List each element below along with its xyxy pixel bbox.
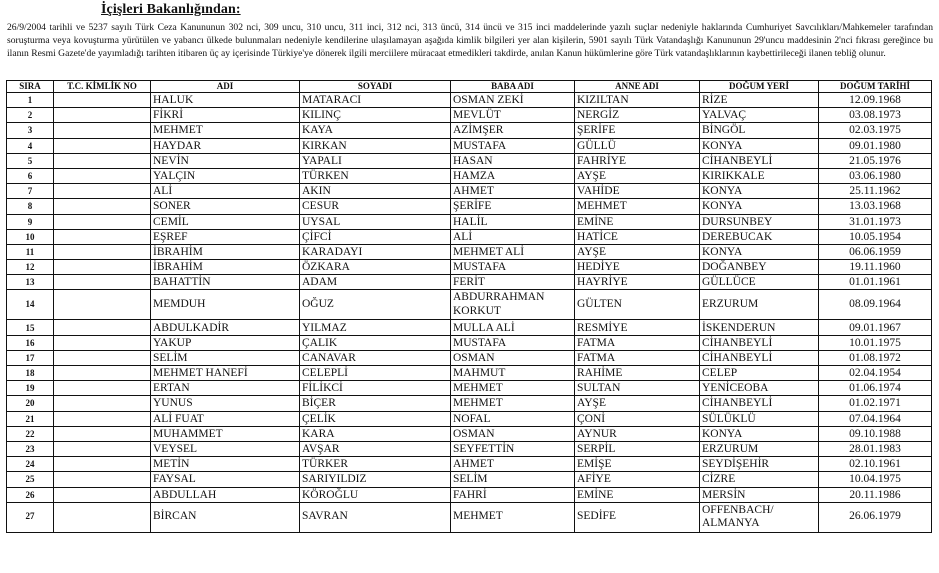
cell-anne-adi: AYNUR bbox=[575, 426, 700, 441]
cell-dogum-tarihi: 01.06.1974 bbox=[819, 381, 932, 396]
cell-dogum-tarihi: 19.11.1960 bbox=[819, 260, 932, 275]
table-row bbox=[7, 457, 932, 472]
cell-adi: HALUK bbox=[151, 93, 300, 108]
cell-anne-adi: SERPİL bbox=[575, 441, 700, 456]
cell-dogum-tarihi: 01.02.1971 bbox=[819, 396, 932, 411]
table-row bbox=[7, 350, 932, 365]
table-row bbox=[7, 244, 932, 259]
cell-sira: 25 bbox=[7, 472, 54, 487]
table-row bbox=[7, 138, 932, 153]
cell-sira: 7 bbox=[7, 184, 54, 199]
cell-anne-adi: GÜLTEN bbox=[575, 290, 700, 320]
cell-adi: YAKUP bbox=[151, 335, 300, 350]
cell-tc-kimlik-no bbox=[54, 441, 151, 456]
table-row bbox=[7, 93, 932, 108]
cell-soyadi: MATARACI bbox=[300, 93, 451, 108]
cell-anne-adi: RESMİYE bbox=[575, 320, 700, 335]
cell-tc-kimlik-no bbox=[54, 168, 151, 183]
cell-dogum-yeri: CİHANBEYLİ bbox=[700, 153, 819, 168]
cell-baba-adi: OSMAN bbox=[451, 426, 575, 441]
cell-adi: YUNUS bbox=[151, 396, 300, 411]
cell-tc-kimlik-no bbox=[54, 457, 151, 472]
cell-sira: 15 bbox=[7, 320, 54, 335]
cell-tc-kimlik-no bbox=[54, 426, 151, 441]
table-row bbox=[7, 214, 932, 229]
announcement-paragraph: 26/9/2004 tarihli ve 5237 sayılı Türk Ceza Kanununun 302 nci, 309 uncu, 310 uncu, 311 inci, 312 nci, 313 üncü, 314 üncü ve 315 inci maddelerinde yazılı suçlar nedeniyle haklarında Cumhuriyet Savcılıkları/Mahkemeler tarafından soruşturma veya kovuşturma yürütülen ve yabancı ülkede bulunmaları nedeniyle kendilerine ulaşılamayan aşağıda kimlik bilgileri yer alan kişilerin, 5901 sayılı Türk Vatandaşlığı Kanununun 29'uncu maddesinin 2'nci fıkrası gereğince bu ilanın Resmi Gazete'de yayımladığı tarihten itibaren üç ay içerisinde Türkiye'ye dönerek ilgili merciilere müracaat etmedikleri takdirde, anılan Kanun hükümlerine göre Türk vatandaşlıklarının kaybettirileceği ilanen tebliğ olunur. bbox=[7, 22, 933, 60]
cell-soyadi: KÖROĞLU bbox=[300, 487, 451, 502]
document-heading: İçişleri Bakanlığından: bbox=[101, 2, 241, 17]
cell-adi: VEYSEL bbox=[151, 441, 300, 456]
table-row bbox=[7, 426, 932, 441]
cell-dogum-yeri: ERZURUM bbox=[700, 290, 819, 320]
cell-sira: 5 bbox=[7, 153, 54, 168]
cell-baba-adi: HALİL bbox=[451, 214, 575, 229]
cell-dogum-yeri: KONYA bbox=[700, 426, 819, 441]
cell-anne-adi: MEHMET bbox=[575, 199, 700, 214]
cell-tc-kimlik-no bbox=[54, 260, 151, 275]
cell-dogum-tarihi: 02.03.1975 bbox=[819, 123, 932, 138]
cell-baba-adi: SEYFETTİN bbox=[451, 441, 575, 456]
cell-baba-adi: AHMET bbox=[451, 457, 575, 472]
cell-soyadi: SARIYILDIZ bbox=[300, 472, 451, 487]
cell-soyadi: ÇALIK bbox=[300, 335, 451, 350]
cell-baba-adi: MULLA ALİ bbox=[451, 320, 575, 335]
cell-anne-adi: FAHRİYE bbox=[575, 153, 700, 168]
cell-baba-adi: ALİ bbox=[451, 229, 575, 244]
cell-dogum-tarihi: 03.06.1980 bbox=[819, 168, 932, 183]
cell-dogum-tarihi: 25.11.1962 bbox=[819, 184, 932, 199]
cell-anne-adi: EMİŞE bbox=[575, 457, 700, 472]
cell-dogum-yeri: KONYA bbox=[700, 244, 819, 259]
cell-tc-kimlik-no bbox=[54, 275, 151, 290]
cell-adi: ABDULLAH bbox=[151, 487, 300, 502]
table-body bbox=[7, 93, 932, 533]
cell-anne-adi: SULTAN bbox=[575, 381, 700, 396]
cell-baba-adi: AHMET bbox=[451, 184, 575, 199]
cell-soyadi: CELEPLİ bbox=[300, 366, 451, 381]
cell-sira: 19 bbox=[7, 381, 54, 396]
table-row bbox=[7, 502, 932, 532]
cell-dogum-tarihi: 10.04.1975 bbox=[819, 472, 932, 487]
cell-anne-adi: AYŞE bbox=[575, 396, 700, 411]
cell-dogum-tarihi: 26.06.1979 bbox=[819, 502, 932, 532]
cell-soyadi: FİLİKCİ bbox=[300, 381, 451, 396]
table-row bbox=[7, 153, 932, 168]
cell-adi: ALİ bbox=[151, 184, 300, 199]
table-row bbox=[7, 472, 932, 487]
cell-soyadi: TÜRKER bbox=[300, 457, 451, 472]
cell-adi: ALİ FUAT bbox=[151, 411, 300, 426]
cell-tc-kimlik-no bbox=[54, 502, 151, 532]
cell-sira: 2 bbox=[7, 108, 54, 123]
cell-dogum-tarihi: 31.01.1973 bbox=[819, 214, 932, 229]
header-dogum-tarihi: DOĞUM TARİHİ bbox=[819, 81, 932, 93]
cell-dogum-yeri: ERZURUM bbox=[700, 441, 819, 456]
cell-dogum-yeri: KONYA bbox=[700, 138, 819, 153]
cell-soyadi: TÜRKEN bbox=[300, 168, 451, 183]
cell-tc-kimlik-no bbox=[54, 153, 151, 168]
table-row bbox=[7, 275, 932, 290]
header-dogum-yeri: DOĞUM YERİ bbox=[700, 81, 819, 93]
cell-baba-adi: OSMAN ZEKİ bbox=[451, 93, 575, 108]
cell-dogum-yeri: KONYA bbox=[700, 199, 819, 214]
cell-baba-adi: ŞERİFE bbox=[451, 199, 575, 214]
cell-baba-adi: FAHRİ bbox=[451, 487, 575, 502]
cell-soyadi: OĞUZ bbox=[300, 290, 451, 320]
header-baba-adi: BABA ADI bbox=[451, 81, 575, 93]
cell-anne-adi: HEDİYE bbox=[575, 260, 700, 275]
cell-soyadi: ADAM bbox=[300, 275, 451, 290]
table-row bbox=[7, 441, 932, 456]
cell-adi: İBRAHİM bbox=[151, 260, 300, 275]
cell-dogum-tarihi: 28.01.1983 bbox=[819, 441, 932, 456]
cell-baba-adi: HAMZA bbox=[451, 168, 575, 183]
cell-dogum-yeri: CELEP bbox=[700, 366, 819, 381]
cell-sira: 14 bbox=[7, 290, 54, 320]
cell-dogum-tarihi: 09.01.1967 bbox=[819, 320, 932, 335]
header-tc-kimlik-no: T.C. KİMLİK NO bbox=[54, 81, 151, 93]
cell-anne-adi: RAHİME bbox=[575, 366, 700, 381]
cell-dogum-tarihi: 06.06.1959 bbox=[819, 244, 932, 259]
cell-baba-adi: MUSTAFA bbox=[451, 335, 575, 350]
cell-anne-adi: NERGİZ bbox=[575, 108, 700, 123]
cell-anne-adi: HAYRİYE bbox=[575, 275, 700, 290]
cell-dogum-tarihi: 10.01.1975 bbox=[819, 335, 932, 350]
cell-soyadi: YILMAZ bbox=[300, 320, 451, 335]
cell-adi: METİN bbox=[151, 457, 300, 472]
cell-tc-kimlik-no bbox=[54, 290, 151, 320]
cell-adi: NEVİN bbox=[151, 153, 300, 168]
cell-tc-kimlik-no bbox=[54, 472, 151, 487]
cell-dogum-yeri: DURSUNBEY bbox=[700, 214, 819, 229]
cell-baba-adi: MUSTAFA bbox=[451, 138, 575, 153]
cell-dogum-tarihi: 10.05.1954 bbox=[819, 229, 932, 244]
cell-dogum-tarihi: 09.01.1980 bbox=[819, 138, 932, 153]
cell-tc-kimlik-no bbox=[54, 366, 151, 381]
cell-dogum-tarihi: 12.09.1968 bbox=[819, 93, 932, 108]
table-header-row bbox=[7, 81, 932, 93]
cell-baba-adi: MEHMET ALİ bbox=[451, 244, 575, 259]
cell-sira: 26 bbox=[7, 487, 54, 502]
cell-tc-kimlik-no bbox=[54, 199, 151, 214]
cell-dogum-yeri: KONYA bbox=[700, 184, 819, 199]
cell-adi: MEHMET bbox=[151, 123, 300, 138]
cell-anne-adi: HATİCE bbox=[575, 229, 700, 244]
cell-dogum-yeri: OFFENBACH/ ALMANYA bbox=[700, 502, 819, 532]
cell-baba-adi: MEHMET bbox=[451, 502, 575, 532]
cell-adi: SELİM bbox=[151, 350, 300, 365]
cell-dogum-yeri: YALVAÇ bbox=[700, 108, 819, 123]
cell-anne-adi: SEDİFE bbox=[575, 502, 700, 532]
table-row bbox=[7, 411, 932, 426]
table-row bbox=[7, 320, 932, 335]
cell-soyadi: KIRKAN bbox=[300, 138, 451, 153]
cell-adi: SONER bbox=[151, 199, 300, 214]
cell-sira: 6 bbox=[7, 168, 54, 183]
header-soyadi: SOYADI bbox=[300, 81, 451, 93]
cell-dogum-yeri: YENİCEOBA bbox=[700, 381, 819, 396]
cell-tc-kimlik-no bbox=[54, 93, 151, 108]
cell-adi: İBRAHİM bbox=[151, 244, 300, 259]
header-anne-adi: ANNE ADI bbox=[575, 81, 700, 93]
cell-anne-adi: AFİYE bbox=[575, 472, 700, 487]
cell-soyadi: ÇELİK bbox=[300, 411, 451, 426]
cell-dogum-tarihi: 21.05.1976 bbox=[819, 153, 932, 168]
cell-soyadi: KILINÇ bbox=[300, 108, 451, 123]
cell-adi: BAHATTİN bbox=[151, 275, 300, 290]
header-sira: SIRA bbox=[7, 81, 54, 93]
cell-anne-adi: AYŞE bbox=[575, 168, 700, 183]
persons-table bbox=[6, 80, 932, 533]
cell-dogum-tarihi: 08.09.1964 bbox=[819, 290, 932, 320]
cell-anne-adi: VAHİDE bbox=[575, 184, 700, 199]
cell-adi: YALÇIN bbox=[151, 168, 300, 183]
cell-sira: 20 bbox=[7, 396, 54, 411]
cell-adi: MUHAMMET bbox=[151, 426, 300, 441]
cell-sira: 11 bbox=[7, 244, 54, 259]
cell-sira: 4 bbox=[7, 138, 54, 153]
cell-adi: CEMİL bbox=[151, 214, 300, 229]
cell-tc-kimlik-no bbox=[54, 244, 151, 259]
cell-tc-kimlik-no bbox=[54, 411, 151, 426]
cell-adi: ABDULKADİR bbox=[151, 320, 300, 335]
cell-baba-adi: MEVLÜT bbox=[451, 108, 575, 123]
cell-soyadi: KARA bbox=[300, 426, 451, 441]
cell-soyadi: SAVRAN bbox=[300, 502, 451, 532]
cell-dogum-yeri: KIRIKKALE bbox=[700, 168, 819, 183]
cell-tc-kimlik-no bbox=[54, 123, 151, 138]
cell-tc-kimlik-no bbox=[54, 350, 151, 365]
cell-tc-kimlik-no bbox=[54, 108, 151, 123]
table-row bbox=[7, 229, 932, 244]
cell-tc-kimlik-no bbox=[54, 381, 151, 396]
cell-sira: 23 bbox=[7, 441, 54, 456]
cell-sira: 16 bbox=[7, 335, 54, 350]
cell-soyadi: YAPALI bbox=[300, 153, 451, 168]
cell-dogum-tarihi: 02.04.1954 bbox=[819, 366, 932, 381]
cell-dogum-yeri: CİZRE bbox=[700, 472, 819, 487]
cell-anne-adi: EMİNE bbox=[575, 487, 700, 502]
table-row bbox=[7, 396, 932, 411]
cell-sira: 12 bbox=[7, 260, 54, 275]
cell-dogum-yeri: İSKENDERUN bbox=[700, 320, 819, 335]
table-row bbox=[7, 123, 932, 138]
cell-dogum-tarihi: 07.04.1964 bbox=[819, 411, 932, 426]
cell-dogum-yeri: MERSİN bbox=[700, 487, 819, 502]
cell-anne-adi: FATMA bbox=[575, 350, 700, 365]
table-row bbox=[7, 184, 932, 199]
table-row bbox=[7, 108, 932, 123]
cell-dogum-tarihi: 13.03.1968 bbox=[819, 199, 932, 214]
cell-anne-adi: ŞERİFE bbox=[575, 123, 700, 138]
cell-anne-adi: GÜLLÜ bbox=[575, 138, 700, 153]
cell-adi: FAYSAL bbox=[151, 472, 300, 487]
cell-adi: MEMDUH bbox=[151, 290, 300, 320]
cell-soyadi: ÖZKARA bbox=[300, 260, 451, 275]
cell-adi: ERTAN bbox=[151, 381, 300, 396]
cell-tc-kimlik-no bbox=[54, 229, 151, 244]
cell-dogum-tarihi: 01.08.1972 bbox=[819, 350, 932, 365]
cell-baba-adi: SELİM bbox=[451, 472, 575, 487]
table-row bbox=[7, 168, 932, 183]
cell-baba-adi: MAHMUT bbox=[451, 366, 575, 381]
cell-dogum-yeri: RİZE bbox=[700, 93, 819, 108]
cell-adi: HAYDAR bbox=[151, 138, 300, 153]
cell-dogum-yeri: SÜLÜKLÜ bbox=[700, 411, 819, 426]
cell-tc-kimlik-no bbox=[54, 335, 151, 350]
cell-dogum-tarihi: 01.01.1961 bbox=[819, 275, 932, 290]
cell-dogum-tarihi: 09.10.1988 bbox=[819, 426, 932, 441]
table-row bbox=[7, 381, 932, 396]
cell-dogum-yeri: SEYDİŞEHİR bbox=[700, 457, 819, 472]
cell-tc-kimlik-no bbox=[54, 138, 151, 153]
cell-tc-kimlik-no bbox=[54, 214, 151, 229]
cell-baba-adi: AZİMŞER bbox=[451, 123, 575, 138]
cell-soyadi: UYSAL bbox=[300, 214, 451, 229]
cell-dogum-tarihi: 02.10.1961 bbox=[819, 457, 932, 472]
cell-baba-adi: FERİT bbox=[451, 275, 575, 290]
table-row bbox=[7, 335, 932, 350]
table-row bbox=[7, 487, 932, 502]
cell-adi: EŞREF bbox=[151, 229, 300, 244]
cell-soyadi: AVŞAR bbox=[300, 441, 451, 456]
table-row bbox=[7, 366, 932, 381]
cell-tc-kimlik-no bbox=[54, 487, 151, 502]
cell-soyadi: BİÇER bbox=[300, 396, 451, 411]
table-row bbox=[7, 290, 932, 320]
cell-dogum-tarihi: 20.11.1986 bbox=[819, 487, 932, 502]
cell-anne-adi: ÇONİ bbox=[575, 411, 700, 426]
cell-tc-kimlik-no bbox=[54, 396, 151, 411]
cell-anne-adi: FATMA bbox=[575, 335, 700, 350]
cell-baba-adi: HASAN bbox=[451, 153, 575, 168]
cell-adi: BİRCAN bbox=[151, 502, 300, 532]
cell-baba-adi: MEHMET bbox=[451, 381, 575, 396]
cell-anne-adi: AYŞE bbox=[575, 244, 700, 259]
cell-sira: 9 bbox=[7, 214, 54, 229]
cell-sira: 18 bbox=[7, 366, 54, 381]
cell-baba-adi: OSMAN bbox=[451, 350, 575, 365]
cell-sira: 8 bbox=[7, 199, 54, 214]
cell-soyadi: ÇİFCİ bbox=[300, 229, 451, 244]
cell-baba-adi: ABDURRAHMAN KORKUT bbox=[451, 290, 575, 320]
cell-dogum-yeri: CİHANBEYLİ bbox=[700, 350, 819, 365]
cell-adi: FİKRİ bbox=[151, 108, 300, 123]
cell-adi: MEHMET HANEFİ bbox=[151, 366, 300, 381]
cell-dogum-tarihi: 03.08.1973 bbox=[819, 108, 932, 123]
cell-sira: 10 bbox=[7, 229, 54, 244]
cell-sira: 22 bbox=[7, 426, 54, 441]
cell-baba-adi: NOFAL bbox=[451, 411, 575, 426]
cell-soyadi: CANAVAR bbox=[300, 350, 451, 365]
cell-tc-kimlik-no bbox=[54, 320, 151, 335]
table-row bbox=[7, 260, 932, 275]
cell-dogum-yeri: CİHANBEYLİ bbox=[700, 396, 819, 411]
cell-sira: 17 bbox=[7, 350, 54, 365]
cell-anne-adi: KIZILTAN bbox=[575, 93, 700, 108]
cell-sira: 1 bbox=[7, 93, 54, 108]
cell-soyadi: KARADAYI bbox=[300, 244, 451, 259]
cell-sira: 21 bbox=[7, 411, 54, 426]
cell-baba-adi: MEHMET bbox=[451, 396, 575, 411]
cell-soyadi: KAYA bbox=[300, 123, 451, 138]
cell-soyadi: AKIN bbox=[300, 184, 451, 199]
cell-dogum-yeri: GÜLLÜCE bbox=[700, 275, 819, 290]
cell-sira: 13 bbox=[7, 275, 54, 290]
cell-dogum-yeri: DEREBUCAK bbox=[700, 229, 819, 244]
cell-sira: 3 bbox=[7, 123, 54, 138]
cell-dogum-yeri: CİHANBEYLİ bbox=[700, 335, 819, 350]
cell-tc-kimlik-no bbox=[54, 184, 151, 199]
cell-anne-adi: EMİNE bbox=[575, 214, 700, 229]
cell-dogum-yeri: DOĞANBEY bbox=[700, 260, 819, 275]
cell-dogum-yeri: BİNGÖL bbox=[700, 123, 819, 138]
cell-sira: 27 bbox=[7, 502, 54, 532]
cell-soyadi: CESUR bbox=[300, 199, 451, 214]
table-row bbox=[7, 199, 932, 214]
cell-sira: 24 bbox=[7, 457, 54, 472]
cell-baba-adi: MUSTAFA bbox=[451, 260, 575, 275]
header-adi: ADI bbox=[151, 81, 300, 93]
